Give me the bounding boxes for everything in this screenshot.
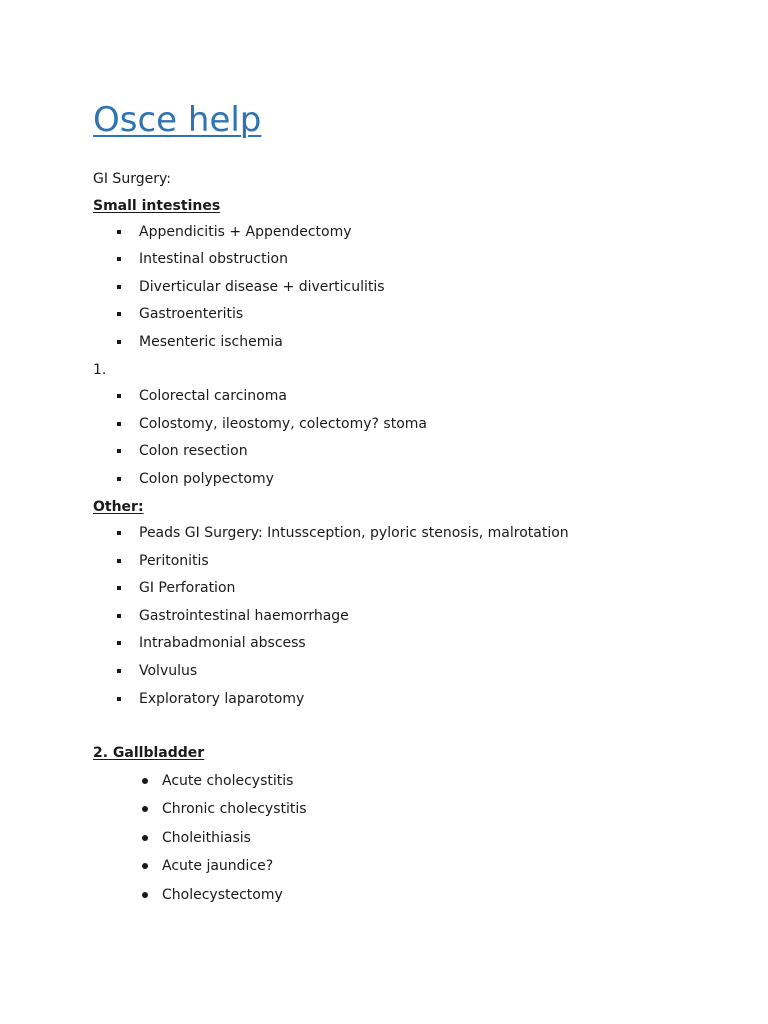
list-item: Colostomy, ileostomy, colectomy? stoma xyxy=(139,416,427,432)
page-title: Osce help xyxy=(93,100,262,140)
list-item: Gastrointestinal haemorrhage xyxy=(139,608,349,624)
list-item: Exploratory laparotomy xyxy=(139,691,305,707)
list-item: Chronic cholecystitis xyxy=(162,801,307,817)
section-heading-other: Other: xyxy=(93,499,144,515)
list-item: Colon resection xyxy=(139,443,248,459)
intro-text: GI Surgery: xyxy=(93,171,171,187)
section-heading-small-intestines: Small intestines xyxy=(93,198,221,214)
list-item: Mesenteric ischemia xyxy=(139,334,283,350)
list-item: Peads GI Surgery: Intussception, pyloric stenosis, malrotation xyxy=(139,525,569,541)
list-item: Peritonitis xyxy=(139,553,209,569)
list-item: Acute jaundice? xyxy=(162,858,274,874)
list-item: Diverticular disease + diverticulitis xyxy=(139,279,385,295)
list-item: Choleithiasis xyxy=(162,830,251,846)
list-item: Cholecystectomy xyxy=(162,887,283,903)
numbered-label: 1. xyxy=(93,362,107,378)
list-item: Colon polypectomy xyxy=(139,471,274,487)
list-item: Gastroenteritis xyxy=(139,306,244,322)
section-heading-gallbladder: 2. Gallbladder xyxy=(93,745,205,761)
list-item: Colorectal carcinoma xyxy=(139,388,287,404)
list-item: Intestinal obstruction xyxy=(139,251,288,267)
list-item: Intrabadmonial abscess xyxy=(139,635,306,651)
list-item: GI Perforation xyxy=(139,580,236,596)
list-item: Acute cholecystitis xyxy=(162,773,294,789)
list-item: Volvulus xyxy=(139,663,198,679)
list-item: Appendicitis + Appendectomy xyxy=(139,224,352,240)
